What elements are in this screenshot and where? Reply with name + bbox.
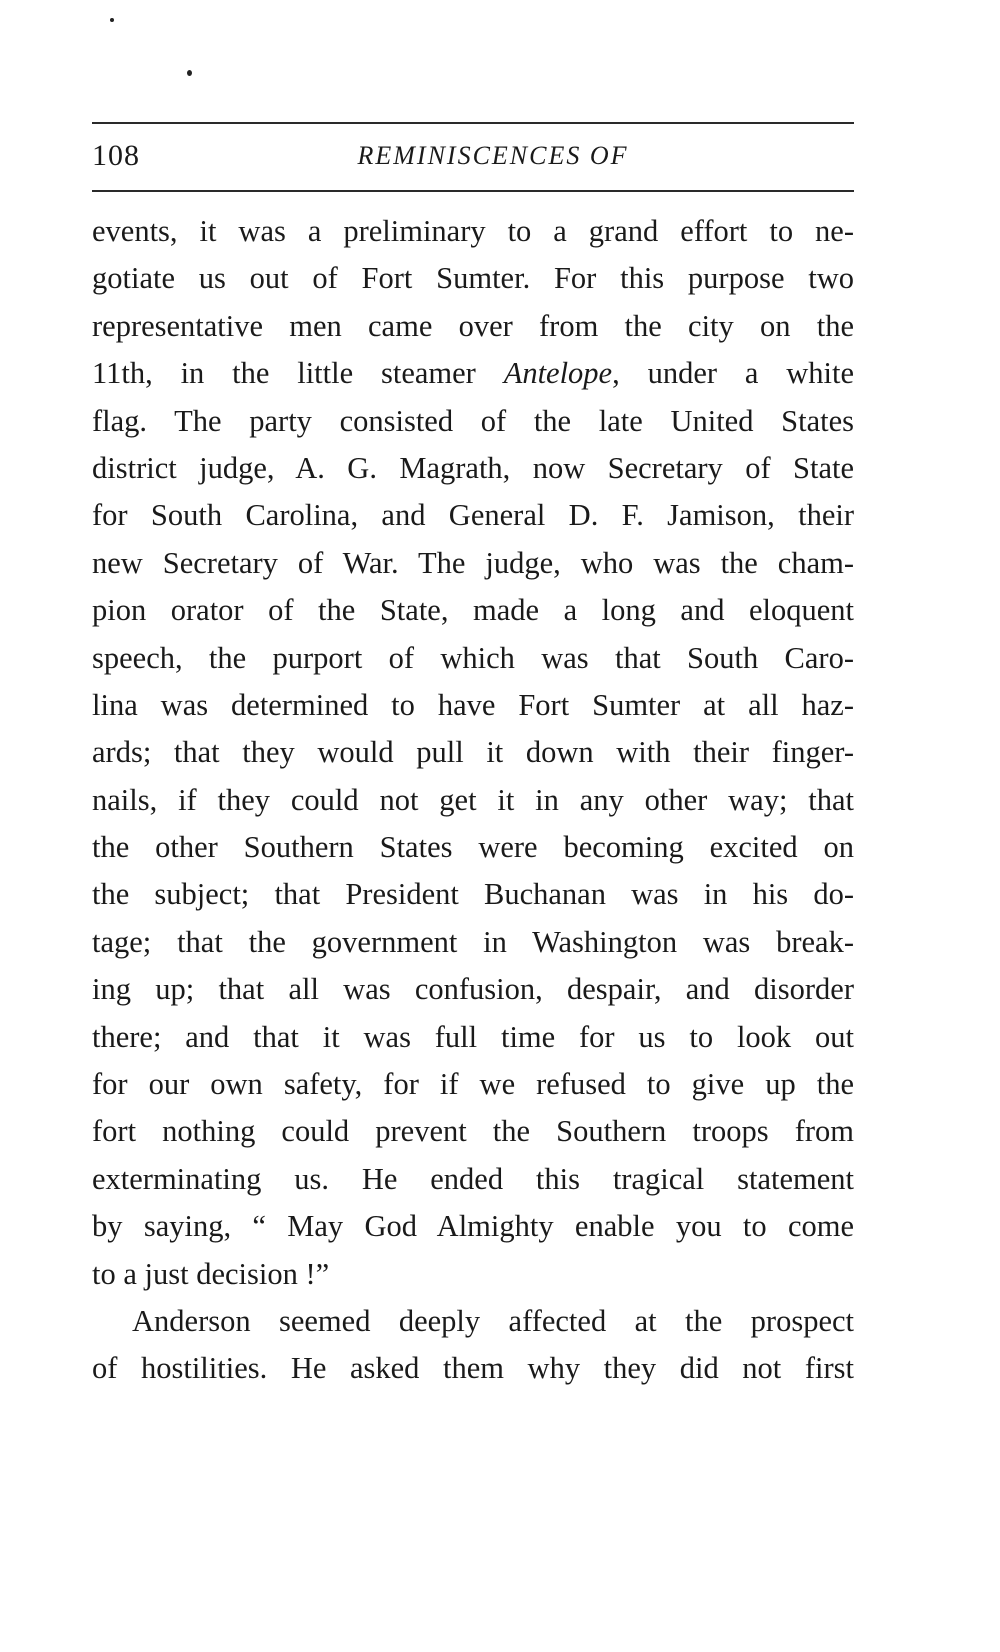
text-line: for South Carolina, and General D. F. Jamison, their — [92, 498, 854, 533]
text-line: events, it was a preliminary to a grand effort to ne- — [92, 214, 854, 248]
text-line: flag. The party consisted of the late United States — [92, 403, 854, 438]
paragraph-1 — [92, 208, 854, 1298]
text-line: Anderson seemed deeply affected at the prospect — [132, 1303, 854, 1338]
ink-speck — [187, 70, 192, 76]
text-line: of hostilities. He asked them why they did not first — [92, 1351, 854, 1386]
page-number: 108 — [92, 139, 140, 172]
running-head — [92, 134, 854, 178]
text-line: new Secretary of War. The judge, who was the cham- — [92, 545, 854, 580]
text-line: the other Southern States were becoming excited on — [92, 830, 854, 865]
body-text — [92, 208, 854, 1393]
text-line: tage; that the government in Washington was break- — [92, 924, 854, 959]
text-line: gotiate us out of Fort Sumter. For this purpose two — [92, 261, 854, 296]
text-line: ing up; that all was confusion, despair, and disorder — [92, 972, 854, 1007]
text-line: representative men came over from the city on the — [92, 308, 854, 343]
text-line: exterminating us. He ended this tragical statement — [92, 1161, 854, 1196]
text-line: there; and that it was full time for us to look out — [92, 1019, 854, 1054]
text-line: the subject; that President Buchanan was in his do- — [92, 877, 854, 912]
text-line: ards; that they would pull it down with their finger- — [92, 735, 854, 770]
text-line: speech, the purport of which was that South Caro- — [92, 640, 854, 675]
text-line: lina was determined to have Fort Sumter at all haz- — [92, 687, 854, 722]
header-rule-bottom — [92, 190, 854, 192]
text-line: by saying, “ May God Almighty enable you to come — [92, 1209, 854, 1244]
text-line: 11th, in the little steamer Antelope, under a white — [92, 356, 854, 391]
text-line: for our own safety, for if we refused to give up the — [92, 1067, 854, 1102]
running-title: REMINISCENCES OF — [357, 141, 629, 170]
text-line: to a just decision !” — [92, 1256, 330, 1291]
text-line: district judge, A. G. Magrath, now Secretary of State — [92, 450, 854, 485]
header-rule-top — [92, 122, 854, 124]
ink-speck — [110, 18, 114, 22]
text-line: pion orator of the State, made a long and eloquent — [92, 593, 854, 628]
text-line: fort nothing could prevent the Southern troops from — [92, 1114, 854, 1149]
italic-text: Antelope — [503, 356, 613, 391]
paragraph-2 — [92, 1298, 854, 1393]
text-line: nails, if they could not get it in any other way; that — [92, 782, 854, 817]
